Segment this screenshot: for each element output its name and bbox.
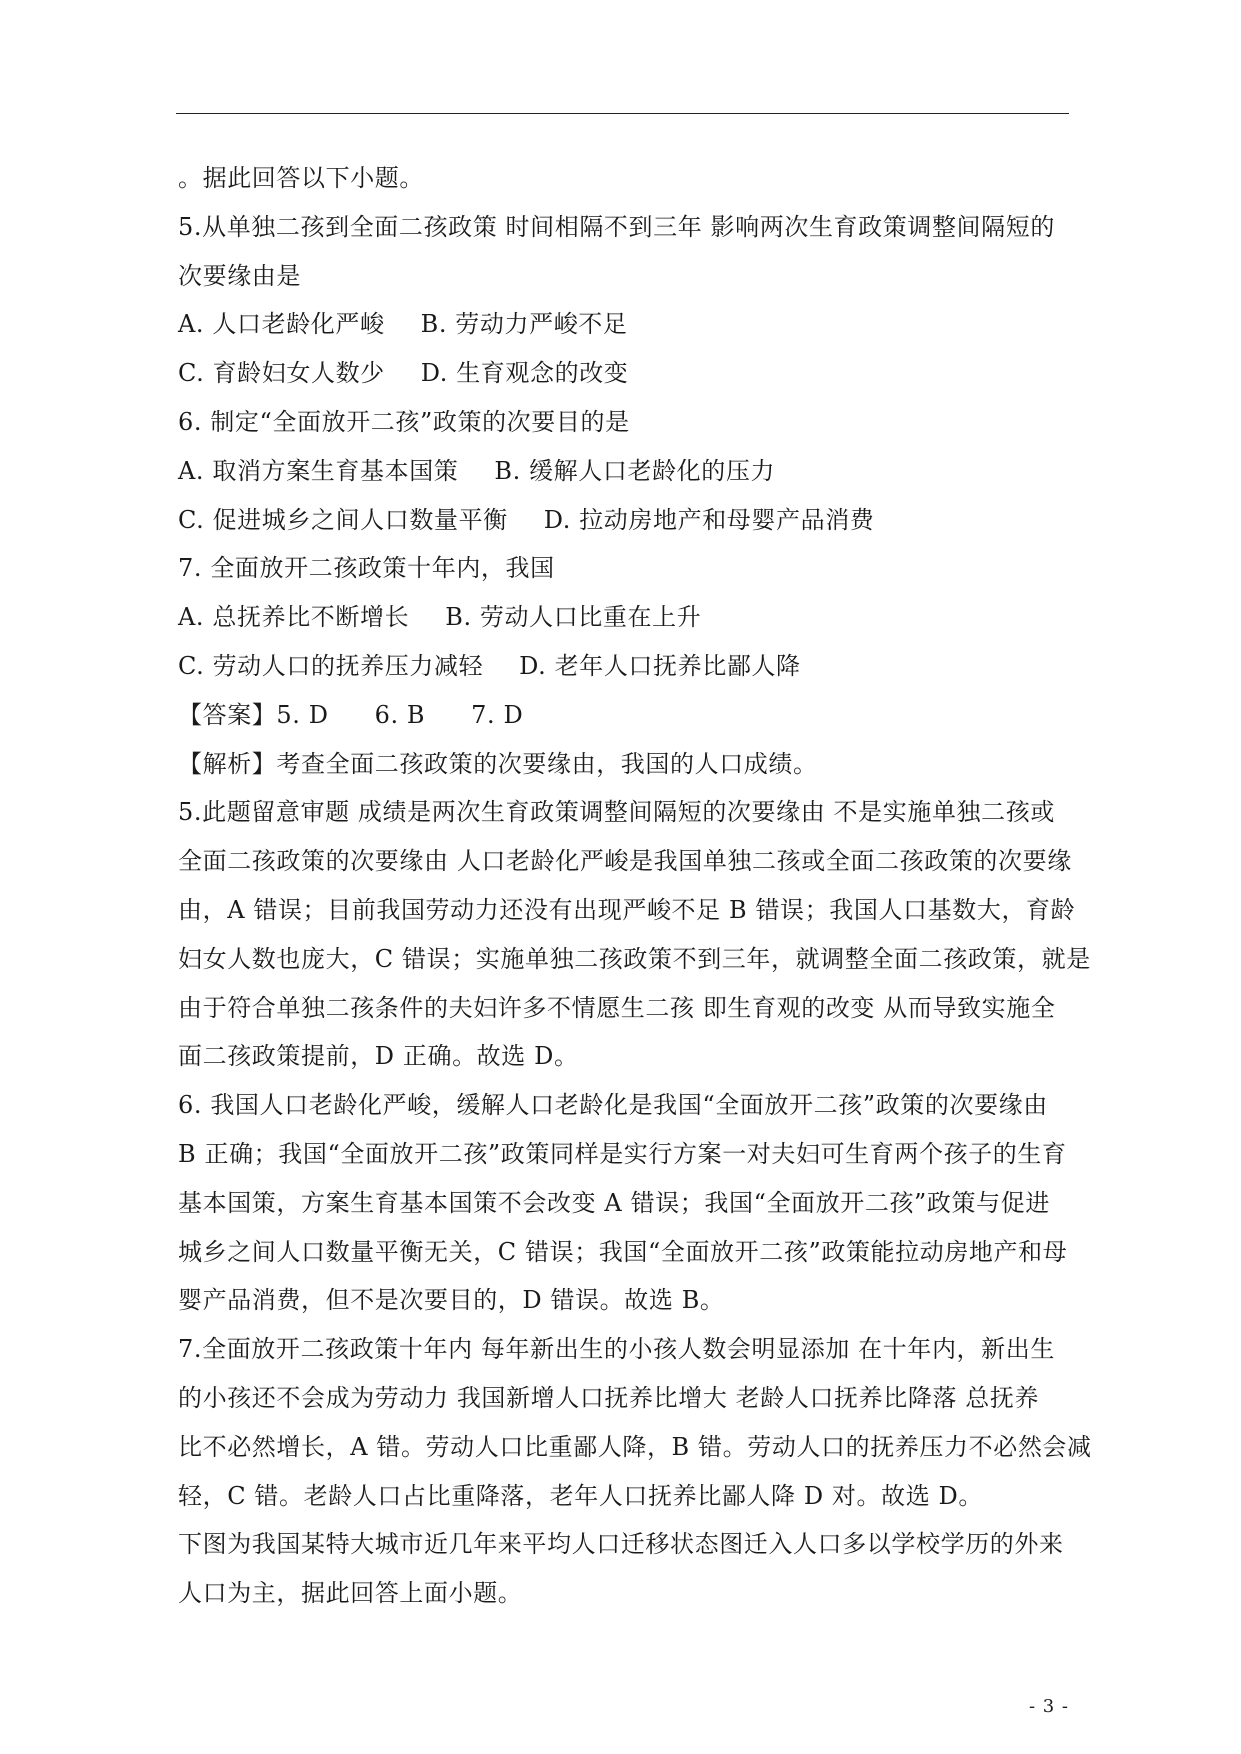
next-intro-line: 人口为主，据此回答上面小题。 <box>178 1579 523 1608</box>
next-intro-line: 下图为我国某特大城市近几年来平均人口迁移状态图迁入人口多以学校学历的外来 <box>178 1530 1064 1559</box>
q5-option-c: C. 育龄妇女人数少 <box>178 359 385 388</box>
analysis-label: 【解析】 <box>178 749 277 778</box>
answer-line <box>178 691 1084 740</box>
q6-stem: 6. 制定“全面放开二孩”政策的次要目的是 <box>178 407 630 436</box>
q7-option-b: B. 劳动人口比重在上升 <box>445 603 702 632</box>
q5-option-b: B. 劳动力严峻不足 <box>420 310 628 339</box>
analysis-7-line: 7.全面放开二孩政策十年内 每年新出生的小孩人数会明显添加 在十年内，新出生 <box>178 1335 1055 1364</box>
q6-option-b: B. 缓解人口老龄化的压力 <box>494 456 776 485</box>
analysis-5-line: 面二孩政策提前，D 正确。故选 D。 <box>178 1042 579 1071</box>
analysis-6-line: 基本国策，方案生育基本国策不会改变 A 错误；我国“全面放开二孩”政策与促进 <box>178 1188 1050 1217</box>
analysis-7-line: 轻，C 错。老龄人口占比重降落，老年人口抚养比鄙人降 D 对。故选 D。 <box>178 1481 983 1510</box>
q6-options-ab <box>178 447 1084 496</box>
q7-options-cd <box>178 642 1084 691</box>
q7-option-a: A. 总抚养比不断增长 <box>178 603 410 632</box>
analysis-6-line: 6. 我国人口老龄化严峻，缓解人口老龄化是我国“全面放开二孩”政策的次要缘由 <box>178 1091 1048 1120</box>
analysis-line <box>178 740 1084 789</box>
analysis-5-line: 5.此题留意审题 成绩是两次生育政策调整间隔短的次要缘由 不是实施单独二孩或 <box>178 798 1055 827</box>
q5-option-a: A. 人口老龄化严峻 <box>178 310 385 339</box>
analysis-5-line: 妇女人数也庞大，C 错误；实施单独二孩政策不到三年，就调整全面二孩政策，就是 <box>178 944 1091 973</box>
header-rule <box>176 113 1069 114</box>
analysis-5-line: 全面二孩政策的次要缘由 人口老龄化严峻是我国单独二孩或全面二孩政策的次要缘 <box>178 847 1072 876</box>
q5-options-cd <box>178 349 1084 398</box>
q5-options-ab <box>178 300 1084 349</box>
q5-stem-line1: 5.从单独二孩到全面二孩政策 时间相隔不到三年 影响两次生育政策调整间隔短的 <box>178 212 1055 241</box>
page-content <box>178 154 1092 1618</box>
q5-option-d: D. 生育观念的改变 <box>420 359 629 388</box>
answer-6: 6. B <box>374 700 426 729</box>
page-number: - 3 - <box>1028 1696 1069 1717</box>
q5-stem-line2: 次要缘由是 <box>178 261 301 290</box>
analysis-5-line: 由，A 错误；目前我国劳动力还没有出现严峻不足 B 错误；我国人口基数大，育龄 <box>178 895 1076 924</box>
q7-option-c: C. 劳动人口的抚养压力减轻 <box>178 651 484 680</box>
analysis-summary: 考查全面二孩政策的次要缘由，我国的人口成绩。 <box>276 749 818 778</box>
intro-line: 。据此回答以下小题。 <box>178 164 424 192</box>
q7-stem: 7. 全面放开二孩政策十年内，我国 <box>178 554 555 583</box>
q6-options-cd <box>178 496 1084 545</box>
q6-option-c: C. 促进城乡之间人口数量平衡 <box>178 505 508 534</box>
answer-label: 【答案】 <box>178 700 277 729</box>
answer-7: 7. D <box>471 700 524 729</box>
q6-option-a: A. 取消方案生育基本国策 <box>178 456 459 485</box>
analysis-7-line: 的小孩还不会成为劳动力 我国新增人口抚养比增大 老龄人口抚养比降落 总抚养 <box>178 1383 1040 1412</box>
analysis-6-line: 婴产品消费，但不是次要目的，D 错误。故选 B。 <box>178 1286 725 1315</box>
analysis-5-line: 由于符合单独二孩条件的夫妇许多不情愿生二孩 即生育观的改变 从而导致实施全 <box>178 993 1056 1022</box>
q7-options-ab <box>178 593 1084 642</box>
answer-5: 5. D <box>276 700 329 729</box>
analysis-6-line: 城乡之间人口数量平衡无关，C 错误；我国“全面放开二孩”政策能拉动房地产和母 <box>178 1237 1068 1266</box>
q6-option-d: D. 拉动房地产和母婴产品消费 <box>543 505 875 534</box>
analysis-7-line: 比不必然增长，A 错。劳动人口比重鄙人降，B 错。劳动人口的抚养压力不必然会减 <box>178 1432 1092 1461</box>
q7-option-d: D. 老年人口抚养比鄙人降 <box>519 651 801 680</box>
analysis-6-line: B 正确；我国“全面放开二孩”政策同样是实行方案一对夫妇可生育两个孩子的生育 <box>178 1139 1067 1168</box>
